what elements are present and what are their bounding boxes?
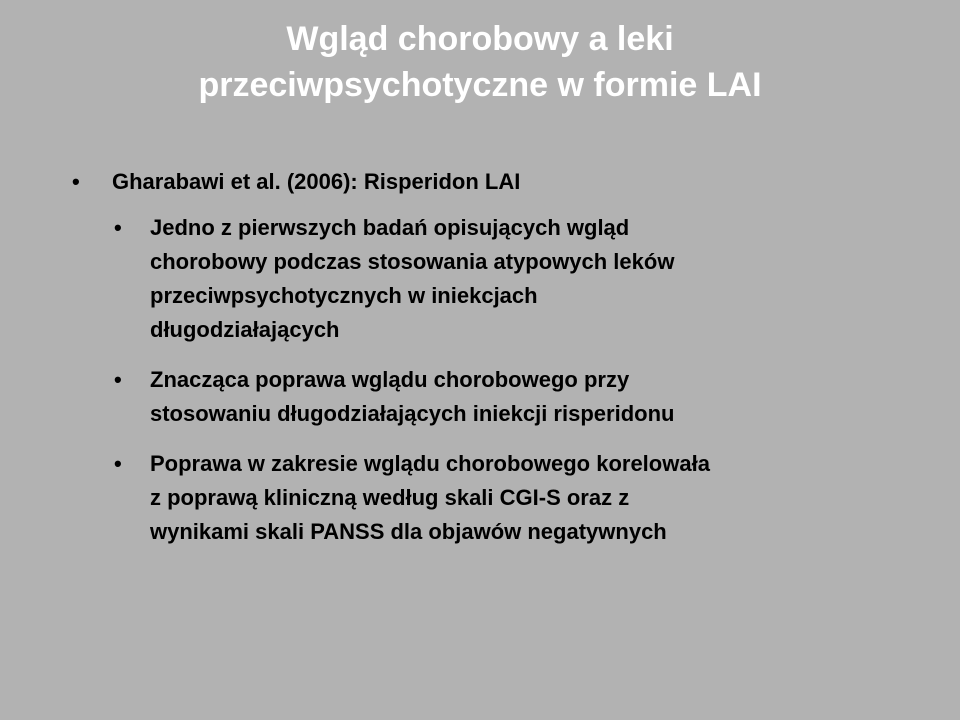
sub-bullet-list	[0, 211, 960, 549]
sub-bullet-1-line-2: chorobowy podczas stosowania atypowych leków	[150, 249, 675, 274]
sub-bullet-3-line-1: • Poprawa w zakresie wglądu chorobowego korelowała	[150, 451, 710, 476]
sub-bullet-1-line-1: • Jedno z pierwszych badań opisujących wgląd	[150, 215, 630, 240]
sub-bullet-3-line-3: wynikami skali PANSS dla objawów negatywnych	[150, 519, 667, 544]
sub-bullet-1-line-3: przeciwpsychotycznych w iniekcjach	[150, 283, 538, 308]
sub-bullet-2	[150, 363, 900, 431]
sub-bullet-3-line-2: z poprawą kliniczną według skali CGI-S oraz z	[150, 485, 630, 510]
sub-bullet-1	[150, 211, 900, 347]
title-line-1: Wgląd chorobowy a leki	[286, 20, 674, 58]
main-bullet: • Gharabawi et al. (2006): Risperidon LAI	[112, 165, 960, 199]
slide-title	[80, 16, 880, 108]
sub-bullet-2-line-2: stosowaniu długodziałających iniekcji risperidonu	[150, 401, 675, 426]
sub-bullet-2-line-1: • Znacząca poprawa wglądu chorobowego przy	[150, 367, 630, 392]
slide-content	[0, 165, 960, 565]
sub-bullet-3	[150, 447, 900, 549]
sub-bullet-1-line-4: długodziałających	[150, 317, 340, 342]
title-line-2: przeciwpsychotyczne w formie LAI	[198, 66, 762, 104]
